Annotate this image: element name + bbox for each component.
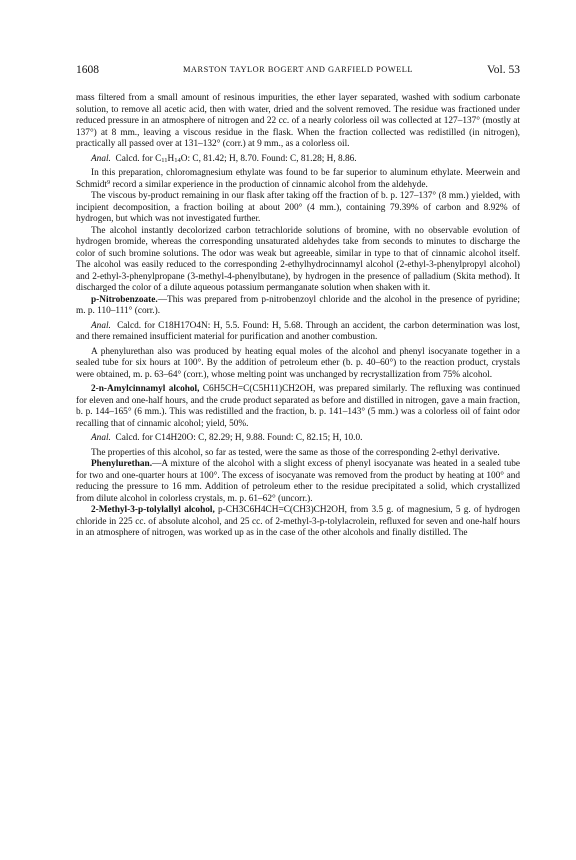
formula-sub: 14	[174, 156, 181, 164]
paragraph-text: C6H5CH=C(C5H11)CH2OH, was prepared similarly. The refluxing was continued for eleven and one-half hours, and the crude product separated as before and distilled in nitrogen, gave a main fraction, b. p. 144–165° (6 mm.). This was redistilled and the fraction, b. p. 141–143° (5 mm.) was a colorless oil of faint odor recalling that of cinnamic alcohol; yield, 50%.	[76, 384, 520, 429]
analysis-label: Anal.	[91, 433, 111, 443]
paragraph-text: record a similar experience in the production of cinnamic alcohol from the aldehyde.	[110, 179, 428, 190]
paragraph	[76, 505, 520, 540]
formula-o: O	[180, 153, 188, 164]
analysis-line	[76, 433, 520, 445]
paragraph	[76, 168, 520, 191]
paragraph: mass filtered from a small amount of resinous impurities, the ether layer separated, washed with sodium carbonate solution, to remove all acetic acid, then with water, dried and the solvent removed. The residue was fractioned under reduced pressure in an atmosphere of nitrogen and 22 cc. of a nearly colorless oil was collected at 127–137° (mostly at 137°) at 8 mm., leaving a viscous residue in the flask. When the fraction collected was redistilled (in nitrogen), practically all passed over at 131–132° (corr.) at 9 mm., as a colorless oil.	[76, 93, 520, 149]
running-title: MARSTON TAYLOR BOGERT AND GARFIELD POWELL	[182, 65, 414, 74]
paragraph: The viscous by-product remaining in our flask after taking off the fraction of b. p. 127–137° (8 mm.) yielded, with incipient decomposition, a fraction boiling at about 200° (4 mm.), containing 79.39% of carbon and 8.92% of hydrogen, but which was not investigated further.	[76, 191, 520, 224]
analysis-line	[76, 154, 520, 166]
paragraph-text: —A mixture of the alcohol with a slight excess of phenyl isocyanate was heated in a sealed tube for two and one-quarter hours at 100°. The excess of isocyanate was removed from the product by heating at 100° and reducing the pressure to 16 mm. Addition of petroleum ether to the residue precipitated a solid, which crystallized from dilute alcohol in colorless crystals, m. p. 61–62° (uncorr.).	[76, 459, 520, 504]
section-heading: Phenylurethan.	[91, 459, 153, 469]
analysis-label: Anal.	[91, 153, 111, 164]
section-heading: p-Nitrobenzoate.	[91, 294, 158, 305]
page-number: 1608	[76, 64, 99, 76]
paragraph: The alcohol instantly decolorized carbon tetrachloride solutions of bromine, with no observable evolution of hydrogen bromide, whereas the corresponding unsaturated aldehydes take from seconds to minutes to discharge the color of such bromine solutions. The odor was weak but agreeable, similar in type to that of cinnamic alcohol itself. The alcohol was easily reduced to the corresponding 2-ethylhydrocinnamyl alcohol (2-ethyl-3-phenylpropyl alcohol) and 2-ethyl-3-phenylpropane (3-methyl-4-phenylbutane), by hydrogen in the presence of palladium (Skita method). It discharged the color of a dilute aqueous potassium permanganate solution when shaken with it.	[76, 225, 520, 293]
analysis-label: Anal.	[91, 320, 111, 331]
article-body	[76, 93, 520, 540]
paragraph: A phenylurethan also was produced by heating equal moles of the alcohol and phenyl isocyanate together in a sealed tube for six hours at 100°. By the addition of petroleum ether (b. p. 40–60°) to the reaction product, crystals were obtained, m. p. 63–64° (corr.), whose melting point was unchanged by recrystallization from 75% alcohol.	[76, 346, 520, 380]
paragraph	[76, 384, 520, 430]
paragraph-text: —This was prepared from p-nitrobenzoyl chloride and the alcohol in the presence of pyridine; m. p. 110–111° (corr.).	[76, 294, 520, 316]
analysis-values: : C, 81.42; H, 8.70. Found: C, 81.28; H, 8.86.	[187, 153, 357, 164]
formula-h: H	[167, 153, 175, 164]
volume-label: Vol. 53	[486, 64, 520, 76]
formula-sub: 11	[161, 156, 168, 164]
paragraph: The properties of this alcohol, so far as tested, were the same as those of the corresponding 2-ethyl derivative.	[91, 447, 500, 458]
analysis-text: Calcd. for C18H17O4N: H, 5.5. Found: H, 5.68. Through an accident, the carbon determination was lost, and there remained insufficient material for purification and another combustion.	[76, 320, 520, 342]
section-heading: 2-n-Amylcinnamyl alcohol,	[91, 384, 200, 394]
footnote-ref: 9	[107, 178, 111, 186]
running-header	[76, 64, 520, 80]
paragraph-text: p-CH3C6H4CH=C(CH3)CH2OH, from 3.5 g. of magnesium, 5 g. of hydrogen chloride in 225 cc. of absolute alcohol, and 25 cc. of 2-methyl-3-p-tolylacrolein, refluxed for seven and one-half hours in an atmosphere of nitrogen, was worked up as in the case of the other alcohols and finally distilled. The	[76, 505, 520, 538]
analysis-text: Calcd. for C14H20O: C, 82.29; H, 9.88. Found: C, 82.15; H, 10.0.	[115, 433, 363, 443]
analysis-line	[76, 321, 520, 344]
paragraph	[76, 295, 520, 318]
paragraph	[76, 459, 520, 505]
analysis-calcd: Calcd. for	[115, 153, 153, 164]
formula-c: C	[155, 153, 162, 164]
section-heading: 2-Methyl-3-p-tolylallyl alcohol,	[91, 505, 215, 515]
paragraph-text: In this preparation, chloromagnesium ethylate was found to be far superior to aluminum ethylate. Meerwein and Schmidt	[76, 168, 520, 190]
